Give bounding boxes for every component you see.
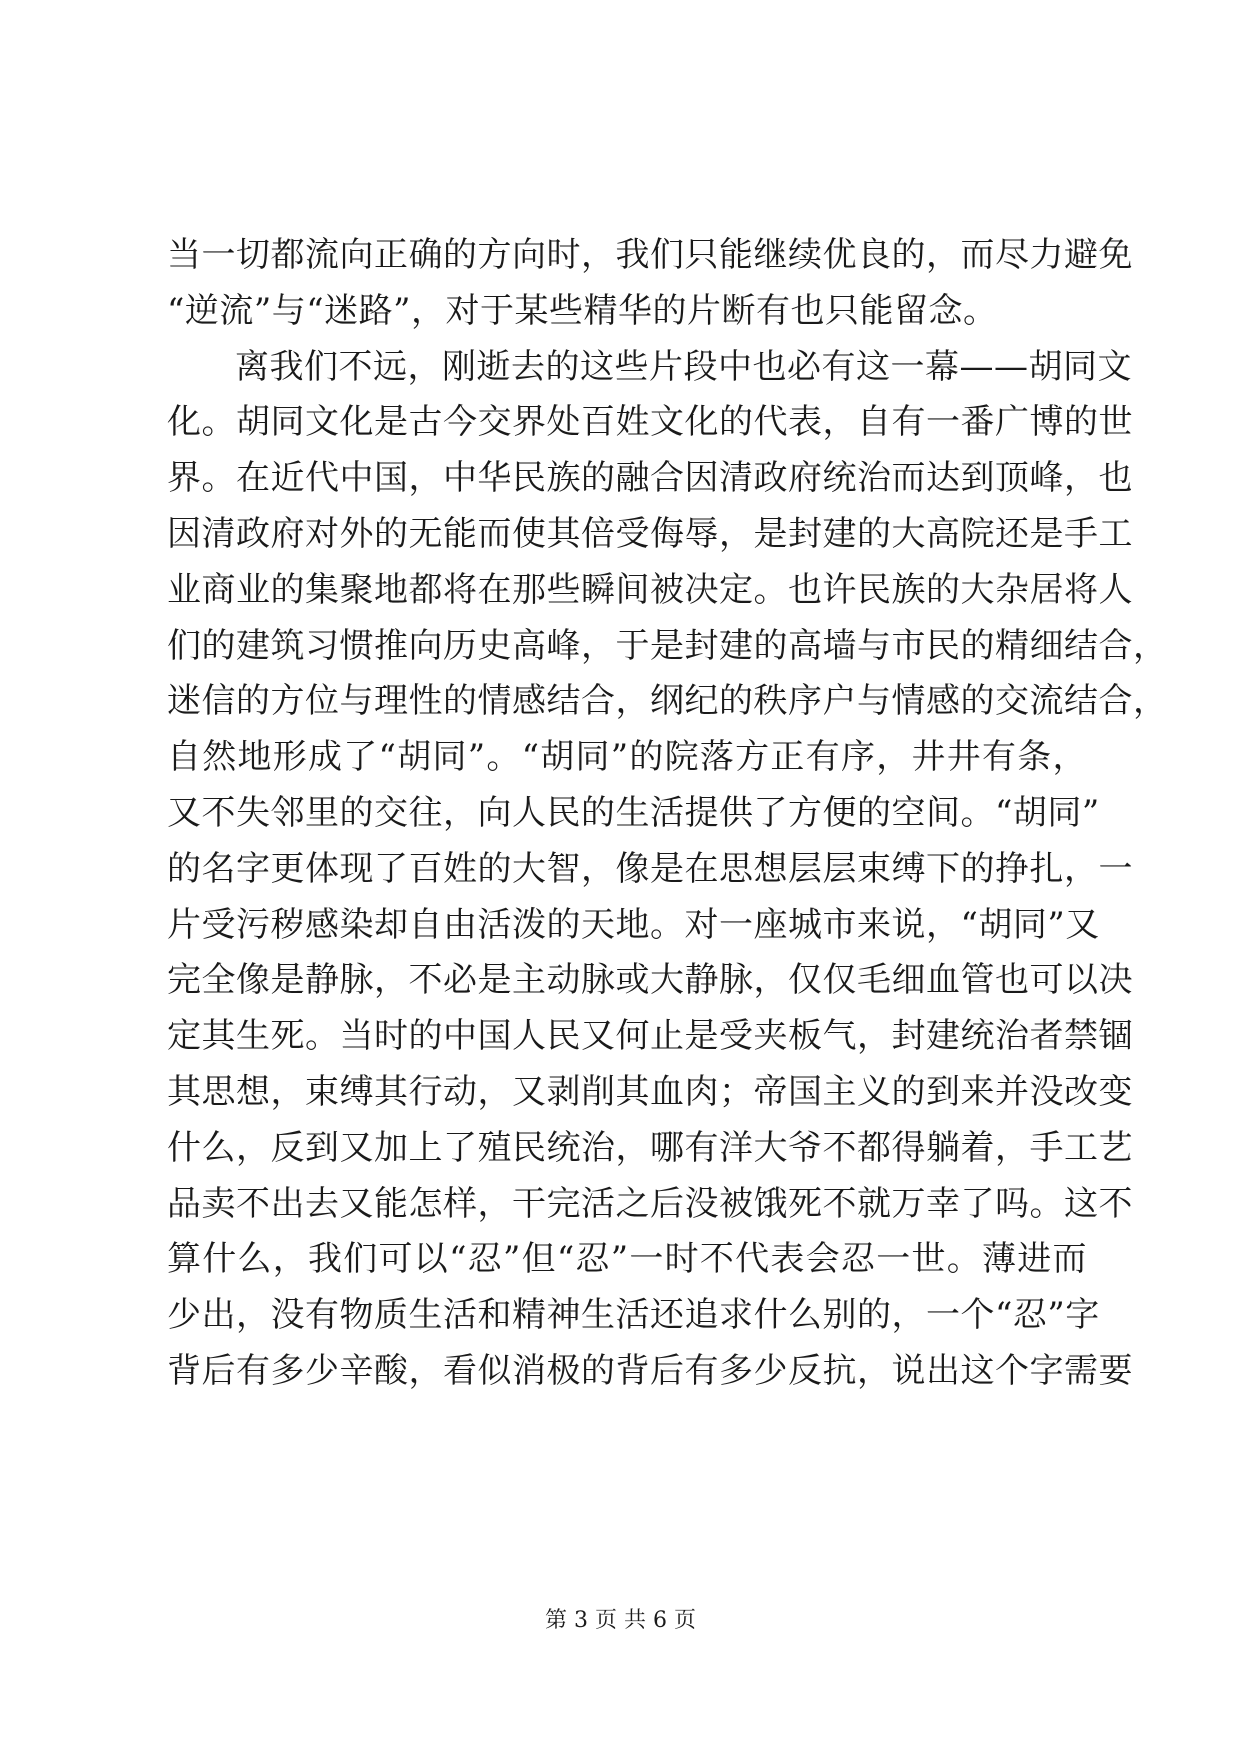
text-line: 离我们不远，刚逝去的这些片段中也必有这一幕——胡同文 [235,346,1132,387]
text-line: 自然地形成了“胡同”。“胡同”的院落方正有序，井井有条， [167,737,1087,778]
page-number-footer: 第 3 页 共 6 页 [545,1608,696,1633]
text-line: 业商业的集聚地都将在那些瞬间被决定。也许民族的大杂居将人 [167,569,1133,610]
text-line: 当一切都流向正确的方向时，我们只能继续优良的，而尽力避免 [167,235,1133,275]
text-line: 少出，没有物质生活和精神生活还追求什么别的，一个“忍”字 [167,1295,1100,1336]
text-line: 因清政府对外的无能而使其倍受侮辱，是封建的大高院还是手工 [167,513,1133,554]
text-line: 什么，反到又加上了殖民统治，哪有洋大爷不都得躺着，手工艺 [167,1127,1133,1168]
text-line: 完全像是静脉，不必是主动脉或大静脉，仅仅毛细血管也可以决 [167,960,1133,1001]
body-text [167,228,1168,1400]
text-line: 界。在近代中国，中华民族的融合因清政府统治而达到顶峰，也 [167,458,1133,499]
text-line: 品卖不出去又能怎样，干完活之后没被饿死不就万幸了吗。这不 [167,1183,1133,1224]
text-line: 又不失邻里的交往，向人民的生活提供了方便的空间。“胡同” [167,792,1100,833]
text-line: 的名字更体现了百姓的大智，像是在思想层层束缚下的挣扎，一 [167,848,1133,889]
text-line: 背后有多少辛酸，看似消极的背后有多少反抗，说出这个字需要 [167,1350,1133,1391]
text-line: 迷信的方位与理性的情感结合，纲纪的秩序户与情感的交流结合， [167,681,1168,722]
text-line: 们的建筑习惯推向历史高峰，于是封建的高墙与市民的精细结合， [167,625,1168,666]
text-line: 其思想，束缚其行动，又剥削其血肉；帝国主义的到来并没改变 [167,1071,1133,1112]
text-line: 算什么，我们可以“忍”但“忍”一时不代表会忍一世。薄进而 [167,1239,1087,1280]
text-line: 化。胡同文化是古今交界处百姓文化的代表，自有一番广博的世 [167,402,1133,443]
text-line: 片受污秽感染却自由活泼的天地。对一座城市来说，“胡同”又 [167,904,1100,945]
text-line: 定其生死。当时的中国人民又何止是受夹板气，封建统治者禁锢 [167,1016,1133,1057]
text-line: “逆流”与“迷路”，对于某些精华的片断有也只能留念。 [167,290,998,331]
